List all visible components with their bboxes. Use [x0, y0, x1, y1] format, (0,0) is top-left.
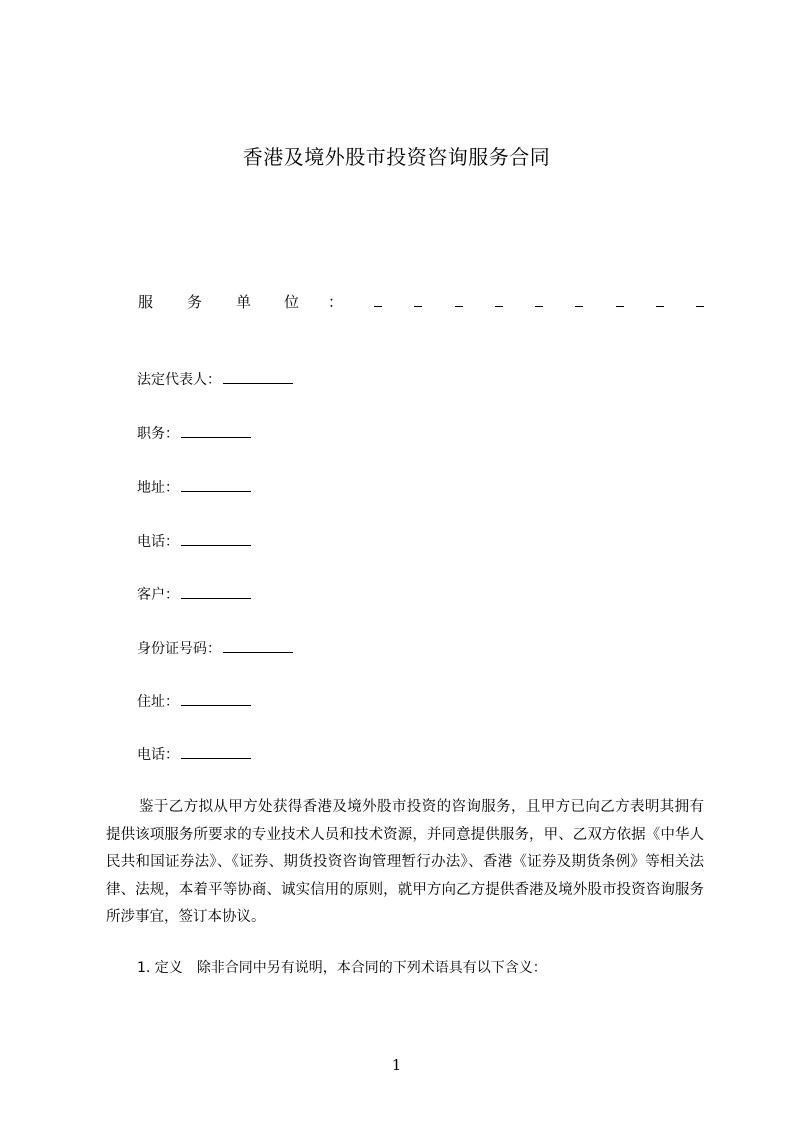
- blank-line: [223, 369, 293, 384]
- address-field: [137, 476, 251, 500]
- client-phone-field: [137, 743, 251, 767]
- service-unit-char: ：: [328, 293, 344, 311]
- field-label: 职务：: [137, 426, 179, 442]
- blank-line: [181, 691, 251, 706]
- service-unit-char: 服: [138, 293, 154, 311]
- blank-line: [181, 531, 251, 546]
- position-field: [137, 422, 251, 446]
- field-label: 住址：: [137, 694, 179, 710]
- field-label: 法定代表人：: [137, 372, 221, 388]
- service-unit-blank: [374, 288, 704, 316]
- id-number-field: [137, 637, 293, 661]
- field-label: 客户：: [137, 587, 179, 603]
- service-unit-char: 位: [284, 293, 300, 311]
- field-label: 电话：: [137, 747, 179, 763]
- blank-line: [223, 638, 293, 653]
- contract-title: 香港及境外股市投资咨询服务合同: [242, 145, 551, 169]
- field-label: 身份证号码：: [137, 641, 221, 657]
- residence-field: [137, 690, 251, 714]
- field-label: 电话：: [137, 534, 179, 550]
- phone-field: [137, 530, 251, 554]
- client-field: [137, 583, 251, 607]
- service-unit-line: [138, 288, 704, 316]
- blank-line: [181, 744, 251, 759]
- blank-line: [181, 477, 251, 492]
- clause-text: 除非合同中另有说明，本合同的下列术语具有以下含义：: [196, 960, 547, 976]
- service-unit-char: 务: [187, 293, 203, 311]
- legal-representative-field: [137, 368, 293, 392]
- intro-paragraph: 鉴于乙方拟从甲方处获得香港及境外股市投资的咨询服务，且甲方已向乙方表明其拥有提供该项服务所要求的专业技术人员和技术资源，并同意提供服务，甲、乙双方依据《中华人民共和国证券法》、《证券、期货投资咨询管理暂行办法》、香港《证券及期货条例》等相关法律、法规，本着平等协商、诚实信用的原则，就甲方向乙方提供香港及境外股市投资咨询服务所涉事宜，签订本协议。: [106, 799, 704, 925]
- clause-number: 1. 定义: [137, 960, 183, 976]
- blank-line: [181, 584, 251, 599]
- service-unit-char: 单: [236, 293, 252, 311]
- field-label: 地址：: [137, 480, 179, 496]
- definition-clause: [137, 956, 547, 980]
- page-number: 1: [391, 1056, 402, 1074]
- blank-line: [181, 423, 251, 438]
